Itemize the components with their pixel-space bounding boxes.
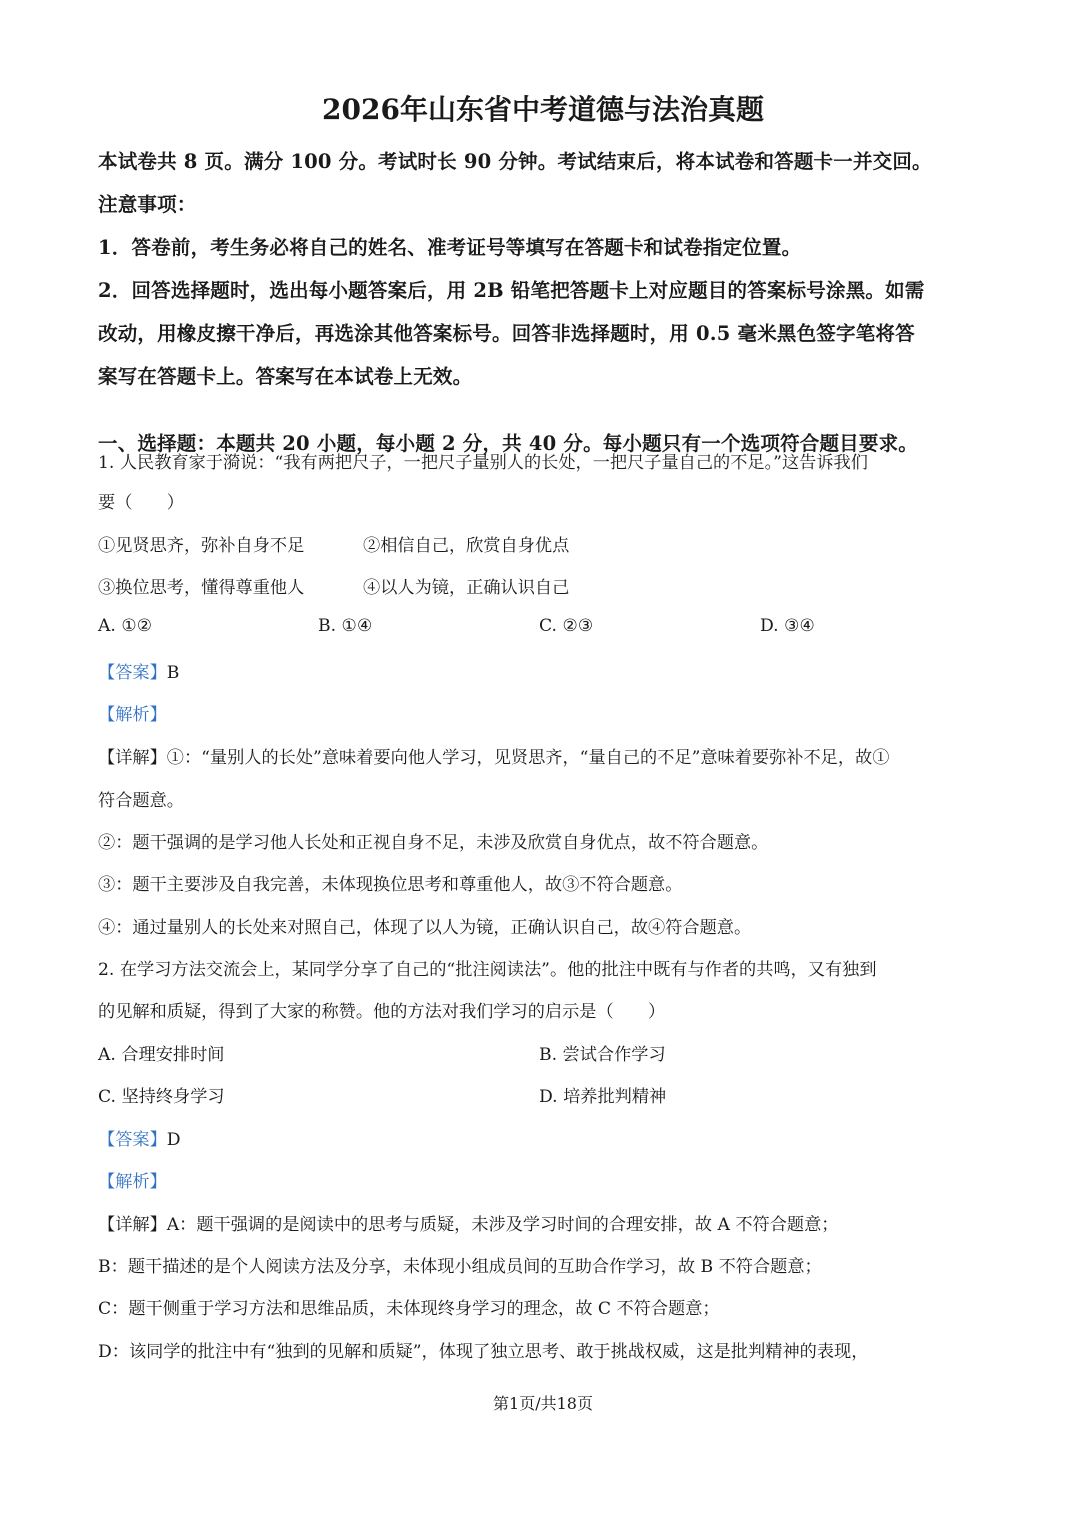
q1-detail-line1 — [98, 743, 889, 768]
q2-detail-line3: C：题干侧重于学习方法和思维品质，未体现终身学习的理念，故 C 不符合题意； — [98, 1299, 720, 1319]
q1-detail-line2: 符合题意。 — [98, 791, 184, 811]
answer-tag: 【答案】 — [98, 1130, 167, 1150]
q2-choice-d: D. 培养批判精神 — [539, 1087, 667, 1107]
q1-choice-c: C. ②③ — [539, 616, 594, 636]
q1-stem-line1: 1. 人民教育家于漪说：“我有两把尺子，一把尺子量别人的长处，一把尺子量自己的不足。”这告诉我们 — [98, 453, 868, 473]
q1-detail-line4: ③：题干主要涉及自我完善，未体现换位思考和尊重他人，故③不符合题意。 — [98, 875, 683, 895]
q1-choice-b: B. ①④ — [318, 616, 373, 636]
detail-tag: 【详解】 — [98, 748, 167, 768]
q1-choice-d: D. ③④ — [760, 616, 815, 636]
q1-option-3: ③换位思考，懂得尊重他人 — [98, 578, 305, 598]
q2-answer-value: D — [166, 1130, 181, 1150]
answer-tag: 【答案】 — [98, 663, 167, 683]
q1-detail-line1-text: ①：“量别人的长处”意味着要向他人学习，见贤思齐，“量自己的不足”意味着要弥补不足，故① — [166, 748, 890, 768]
q2-detail-line1-text: A：题干强调的是阅读中的思考与质疑，未涉及学习时间的合理安排，故 A 不符合题意； — [166, 1215, 839, 1235]
q1-stem-line2: 要（ ） — [98, 493, 184, 513]
instructions-item2-line1: 2．回答选择题时，选出每小题答案后，用 2B 铅笔把答题卡上对应题目的答案标号涂黑。如需 — [98, 279, 925, 302]
q2-detail-line2: B：题干描述的是个人阅读方法及分享，未体现小组成员间的互助合作学习，故 B 不符合题意； — [98, 1257, 822, 1277]
q1-analysis-tag: 【解析】 — [98, 705, 167, 725]
q2-stem-line2: 的见解和质疑，得到了大家的称赞。他的方法对我们学习的启示是（ ） — [98, 1002, 666, 1022]
q1-answer — [98, 658, 179, 683]
instructions-item1: 1．答卷前，考生务必将自己的姓名、准考证号等填写在答题卡和试卷指定位置。 — [98, 236, 802, 259]
q2-answer — [98, 1125, 181, 1150]
q1-option-4: ④以人为镜，正确认识自己 — [363, 578, 570, 598]
q1-choice-a: A. ①② — [98, 616, 153, 636]
detail-tag: 【详解】 — [98, 1215, 167, 1235]
q2-stem-line1: 2. 在学习方法交流会上，某同学分享了自己的“批注阅读法”。他的批注中既有与作者的共鸣，又有独到 — [98, 960, 877, 980]
instructions-item2-line3: 案写在答题卡上。答案写在本试卷上无效。 — [98, 365, 473, 388]
q2-detail-line1 — [98, 1210, 838, 1235]
q1-detail-line3: ②：题干强调的是学习他人长处和正视自身不足，未涉及欣赏自身优点，故不符合题意。 — [98, 833, 769, 853]
page-title: 2026年山东省中考道德与法治真题 — [322, 93, 764, 126]
page-footer: 第1页/共18页 — [493, 1394, 593, 1413]
q2-choice-c: C. 坚持终身学习 — [98, 1087, 225, 1107]
section1-heading: 一、选择题：本题共 20 小题，每小题 2 分，共 40 分。每小题只有一个选项符合题目要求。 — [98, 432, 918, 455]
q2-analysis-tag: 【解析】 — [98, 1172, 167, 1192]
instructions-item2-line2: 改动，用橡皮擦干净后，再选涂其他答案标号。回答非选择题时，用 0.5 毫米黑色签字笔将答 — [98, 322, 915, 345]
q1-detail-line5: ④：通过量别人的长处来对照自己，体现了以人为镜，正确认识自己，故④符合题意。 — [98, 918, 752, 938]
instructions-heading: 注意事项： — [98, 193, 197, 216]
q2-choice-b: B. 尝试合作学习 — [539, 1045, 666, 1065]
q1-option-2: ②相信自己，欣赏自身优点 — [363, 536, 570, 556]
instructions-line1: 本试卷共 8 页。满分 100 分。考试时长 90 分钟。考试结束后，将本试卷和答题卡一并交回。 — [98, 150, 932, 173]
q1-option-1: ①见贤思齐，弥补自身不足 — [98, 536, 305, 556]
q2-choice-a: A. 合理安排时间 — [98, 1045, 225, 1065]
q2-detail-line4: D：该同学的批注中有“独到的见解和质疑”，体现了独立思考、敢于挑战权威，这是批判精神的表现， — [98, 1342, 869, 1362]
exam-page — [98, 0, 988, 1527]
q1-answer-value: B — [166, 663, 180, 683]
